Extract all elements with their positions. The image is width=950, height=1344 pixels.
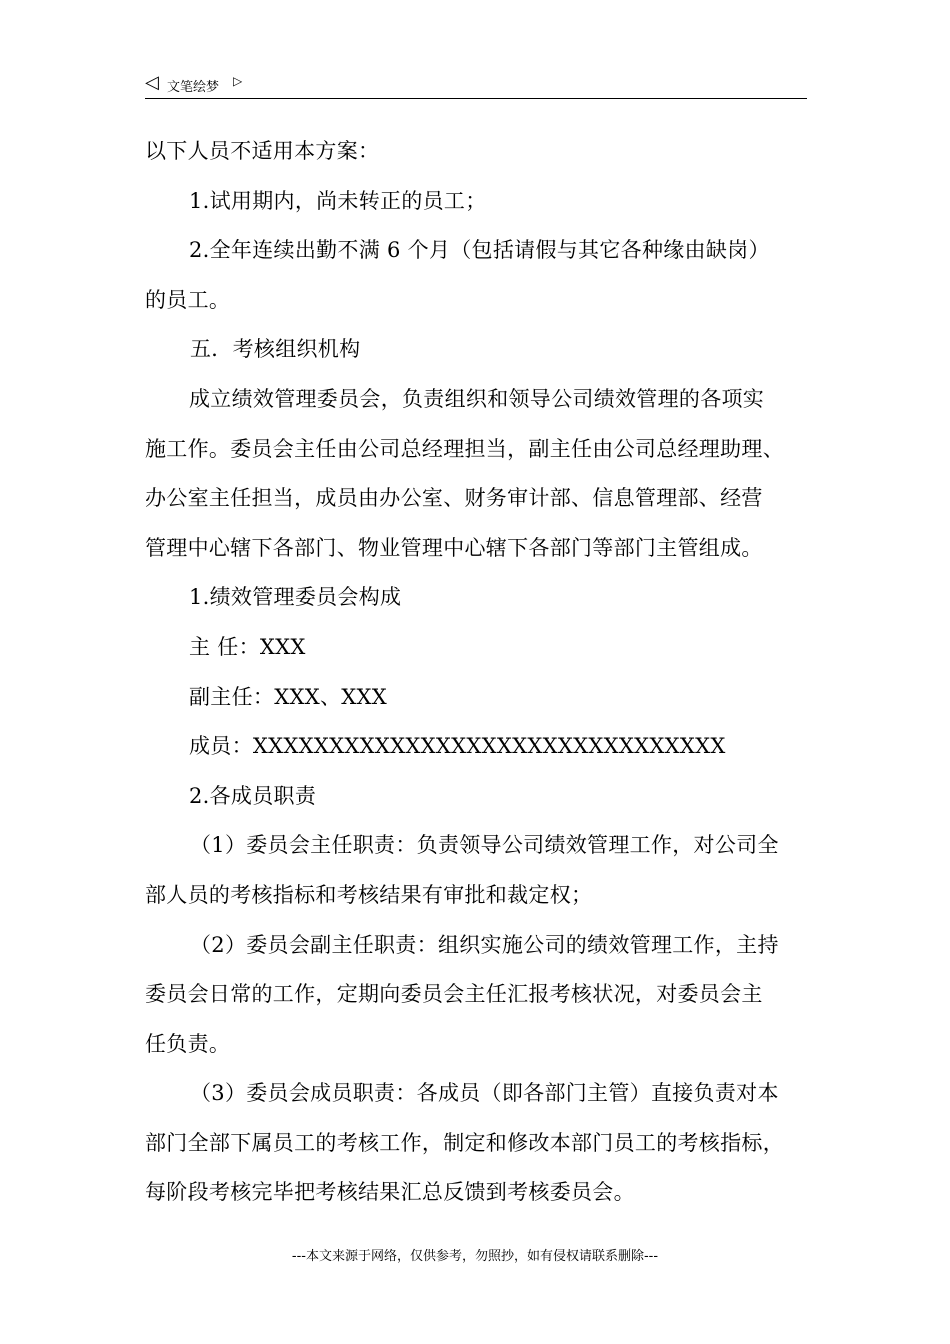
committee-members: 成员：XXXXXXXXXXXXXXXXXXXXXXXXXXXXXXX: [189, 734, 726, 759]
paragraph-line: 部人员的考核指标和考核结果有审批和裁定权；: [145, 882, 593, 907]
paragraph-line: （3）委员会成员职责：各成员（即各部门主管）直接负责对本: [190, 1081, 779, 1106]
committee-deputy-director: 副主任：XXX、XXX: [189, 684, 388, 709]
paragraph-line: 委员会日常的工作，定期向委员会主任汇报考核状况，对委员会主: [145, 982, 763, 1007]
page-header: [145, 72, 807, 99]
page-footer: ---本文来源于网络，仅供参考，勿照抄，如有侵权请联系删除---: [291, 1249, 659, 1264]
paragraph-line: 成立绩效管理委员会，负责组织和领导公司绩效管理的各项实: [189, 386, 765, 411]
subsection-heading: 1.绩效管理委员会构成: [189, 585, 402, 610]
paragraph-line: 施工作。委员会主任由公司总经理担当，副主任由公司总经理助理、: [145, 436, 784, 461]
list-item: 1.试用期内，尚未转正的员工；: [189, 188, 487, 213]
left-triangle-icon: ◁: [145, 72, 159, 93]
header-title: 文笔绘梦: [167, 80, 220, 95]
paragraph-line: 以下人员不适用本方案：: [145, 139, 380, 163]
committee-director: 主 任：XXX: [189, 634, 306, 659]
list-item: 2.全年连续出勤不满 6 个月（包括请假与其它各种缘由缺岗）: [189, 238, 770, 263]
section-heading: 五．考核组织机构: [190, 337, 361, 362]
subsection-heading: 2.各成员职责: [189, 783, 317, 808]
paragraph-line: 的员工。: [145, 287, 231, 312]
paragraph-line: 每阶段考核完毕把考核结果汇总反馈到考核委员会。: [145, 1180, 635, 1205]
paragraph-line: 管理中心辖下各部门、物业管理中心辖下各部门等部门主管组成。: [145, 535, 763, 560]
paragraph-line: 办公室主任担当，成员由办公室、财务审计部、信息管理部、经营: [145, 486, 763, 511]
paragraph-line: （1）委员会主任职责：负责领导公司绩效管理工作，对公司全: [190, 833, 779, 858]
paragraph-line: 部门全部下属员工的考核工作，制定和修改本部门员工的考核指标，: [145, 1130, 784, 1155]
document-body: [145, 127, 810, 1218]
paragraph-line: （2）委员会副主任职责：组织实施公司的绩效管理工作，主持: [190, 932, 779, 957]
right-triangle-icon: ▷: [233, 74, 243, 88]
paragraph-line: 任负责。: [145, 1031, 231, 1056]
